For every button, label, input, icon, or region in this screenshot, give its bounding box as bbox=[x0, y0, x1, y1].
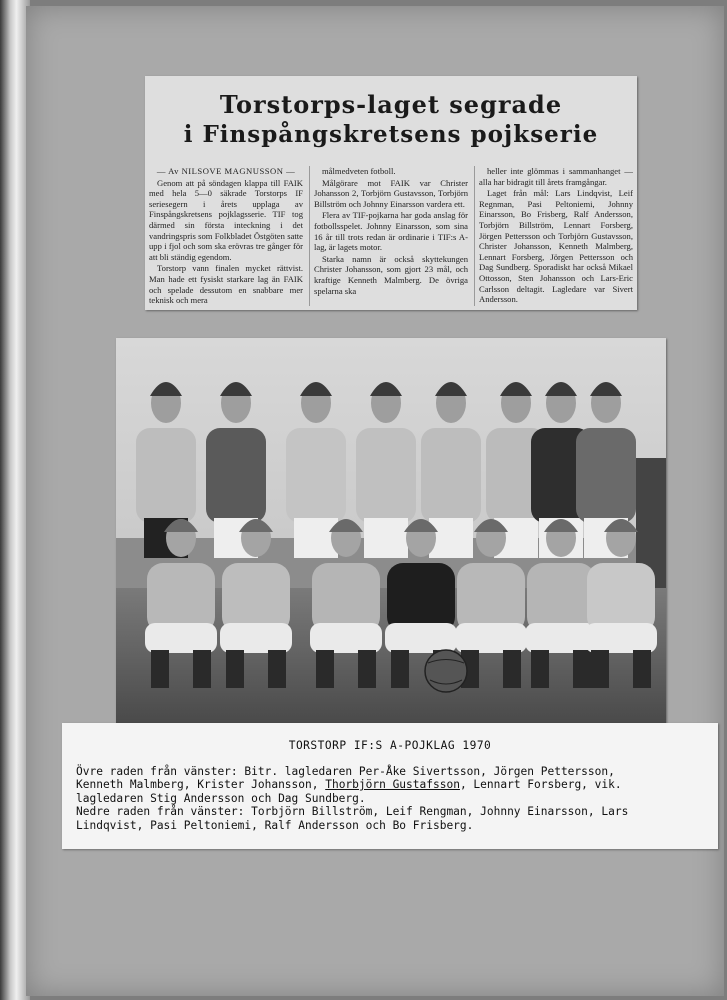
article-column-3 bbox=[474, 166, 633, 306]
article-paragraph: Laget från mål: Lars Lindqvist, Leif Regnman, Pasi Peltoniemi, Johnny Einarsson, Bo Frisberg, Ralf Andersson, Torbjörn Billström, Lennart Forsberg, Jörgen Pettersson och Torbjörn Gustavsson, Christer Johansson, Kenneth Malmberg, Lennart Forsberg, Jörgen Pettersson och Dag Sundberg. Sporadiskt har också Mikael Ottosson, Sten Johansson och Lars-Eric Carlsson deltagit. Lagledare var Sivert Andersson. bbox=[479, 188, 633, 305]
caption-line: Övre raden från vänster: Bitr. lagledaren Per-Åke Sivertsson, Jörgen Pettersson, bbox=[76, 764, 615, 778]
article-paragraph: Torstorp vann finalen mycket rättvist. Man hade ett fysiskt starkare lag än FAIK och spelade dessutom en snabbare mer teknisk och mera bbox=[149, 263, 303, 306]
team-photograph bbox=[116, 338, 666, 723]
caption-text: , Lennart Forsberg, vik. bbox=[459, 778, 622, 791]
article-column-1 bbox=[149, 166, 303, 306]
football bbox=[425, 650, 467, 692]
article-body bbox=[149, 166, 633, 306]
caption-line bbox=[62, 778, 718, 792]
article-paragraph: heller inte glömmas i sammanhanget — alla har bidragit till årets framgångar. bbox=[479, 166, 633, 187]
headline-line-2: i Finspångskretsens pojkserie bbox=[183, 121, 599, 148]
caption-line: Nedre raden från vänster: Torbjörn Billström, Leif Rengman, Johnny Einarsson, Lars bbox=[76, 805, 629, 818]
team-photo-image bbox=[116, 338, 666, 723]
article-paragraph: Målgörare mot FAIK var Christer Johansson 2, Torbjörn Gustavsson, Torbjörn Billström och Johnny Einarsson vardera ett. bbox=[314, 177, 468, 209]
caption-title: TORSTORP IF:S A-POJKLAG 1970 bbox=[288, 739, 492, 752]
caption-underlined-name: Thorbjörn Gustafsson bbox=[325, 778, 460, 791]
caption-text: Kenneth Malmberg, Krister Johansson, bbox=[76, 778, 326, 791]
article-paragraph: Genom att på söndagen klappa till FAIK med hela 5—0 säkrade Torstorps IF seriesegern i årets upplaga av Finspångskretsens pojklagsserie. TIF tog därmed sin första inteckning i det vandringspris som Folkbladet Östgöten satte upp i fjol och som ska erövras tre gånger för att bli ständig egendom. bbox=[149, 177, 303, 262]
caption-line: Lindqvist, Pasi Peltoniemi, Ralf Andersson och Bo Frisberg. bbox=[76, 818, 474, 832]
article-column-2 bbox=[309, 166, 468, 306]
article-paragraph: Starka namn är också skyttekungen Christer Johansson, som gjort 23 mål, och kraftige Kenneth Malmberg. De övriga spelarna ska bbox=[314, 253, 468, 296]
headline-line-1: Torstorps-laget segrade bbox=[219, 90, 563, 119]
article-paragraph: Flera av TIF-pojkarna har goda anslag för fotbollsspelet. Johnny Einarsson, som sina 16 år till trots redan är ordinarie i TIF:s A-lag, är lagets motor. bbox=[314, 210, 468, 253]
article-paragraph: målmedveten fotboll. bbox=[322, 166, 396, 176]
byline: — Av NILSOVE MAGNUSSON — bbox=[156, 166, 296, 176]
typed-caption bbox=[62, 723, 718, 849]
newspaper-clipping bbox=[145, 76, 637, 310]
clipping-headline bbox=[145, 90, 637, 150]
caption-line: lagledaren Stig Andersson och Dag Sundberg. bbox=[76, 791, 366, 805]
